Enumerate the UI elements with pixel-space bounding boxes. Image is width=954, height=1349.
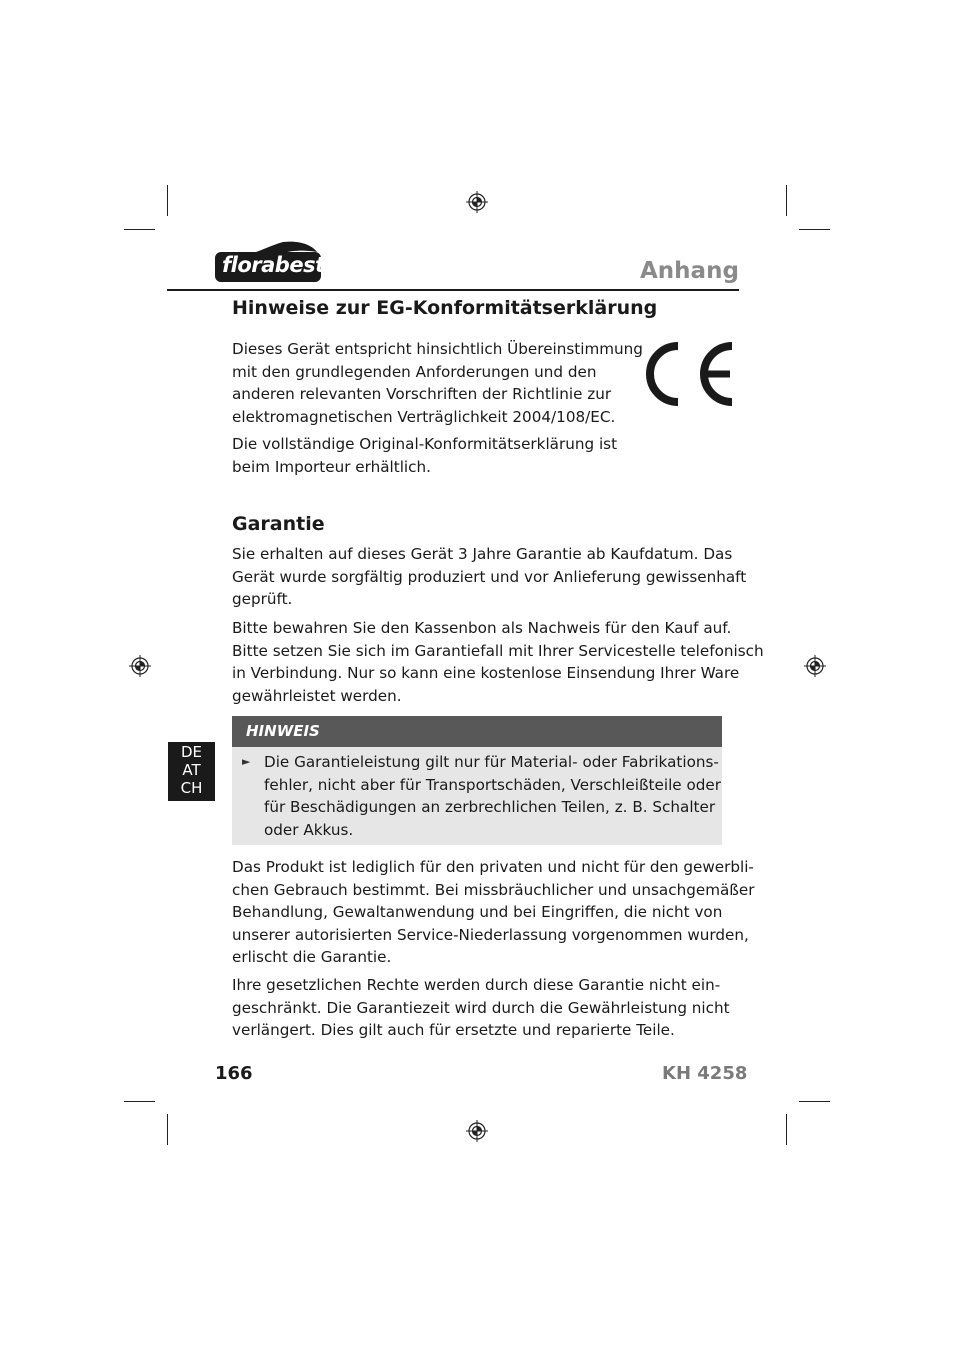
note-header: HINWEIS [232, 716, 722, 747]
warranty-paragraph: Das Produkt ist lediglich für den privaten und nicht für den gewerbli- chen Gebrauch bestimmt. Bei missbräuchlicher und unsachgemäßer Behandlung, Gewaltanwendung und bei Eingriffen, die nicht von unserer autorisierten Service-Niederlassung vorgenommen wurden, erlischt die Garantie. [232, 858, 755, 966]
warranty-paragraph: Sie erhalten auf dieses Gerät 3 Jahre Garantie ab Kaufdatum. Das Gerät wurde sorgfältig produziert und vor Anlieferung gewissenhaft geprüft. [232, 545, 747, 608]
brand-logo [213, 240, 325, 284]
ce-section-title: Hinweise zur EG-Konformitätserklärung [232, 297, 658, 319]
crop-mark [167, 185, 168, 216]
section-heading: Anhang [640, 258, 739, 284]
registration-mark-icon [466, 1120, 488, 1142]
brand-logo-text: florabest [222, 253, 325, 277]
crop-mark [124, 1101, 155, 1102]
language-tab [168, 742, 215, 801]
model-number: KH 4258 [662, 1063, 748, 1084]
page-number: 166 [215, 1063, 253, 1084]
registration-mark-icon [804, 655, 826, 677]
crop-mark [799, 1101, 830, 1102]
warranty-paragraph: Ihre gesetzlichen Rechte werden durch diese Garantie nicht ein- geschränkt. Die Garantiezeit wird durch die Gewährleistung nicht verlängert. Dies gilt auch für ersetzte und reparierte Teile. [232, 976, 730, 1039]
language-code: CH [180, 779, 203, 797]
ce-mark-icon [640, 340, 736, 408]
ce-paragraph: Die vollständige Original-Konformitätserklärung ist beim Importeur erhältlich. [232, 435, 618, 476]
language-code: DE [180, 743, 203, 761]
note-text: Die Garantieleistung gilt nur für Material- oder Fabrikations- fehler, nicht aber für Transportschäden, Verschleißteile oder für Beschädigungen an zerbrechlichen Teilen, z. B. Schalter oder Akkus. [264, 753, 721, 839]
triangle-bullet-icon: ► [242, 755, 251, 768]
crop-mark [167, 1114, 168, 1145]
note-box [232, 747, 722, 845]
ce-paragraph: Dieses Gerät entspricht hinsichtlich Übereinstimmung mit den grundlegenden Anforderungen und den anderen relevanten Vorschriften der Richtlinie zur elektromagnetischen Verträglichkeit 2004/108/EC. [232, 340, 643, 426]
crop-mark [124, 229, 155, 230]
header-divider [167, 289, 739, 291]
crop-mark [786, 185, 787, 216]
registration-mark-icon [129, 655, 151, 677]
ce-mark [640, 340, 736, 408]
crop-mark [786, 1114, 787, 1145]
warranty-paragraph: Bitte bewahren Sie den Kassenbon als Nachweis für den Kauf auf. Bitte setzen Sie sich im Garantiefall mit Ihrer Servicestelle telefonisch in Verbindung. Nur so kann eine kostenlose Einsendung Ihrer Ware gewährleistet werden. [232, 619, 764, 705]
language-code: AT [182, 761, 201, 779]
warranty-title: Garantie [232, 513, 325, 535]
registration-mark-icon [466, 191, 488, 213]
crop-mark [799, 229, 830, 230]
